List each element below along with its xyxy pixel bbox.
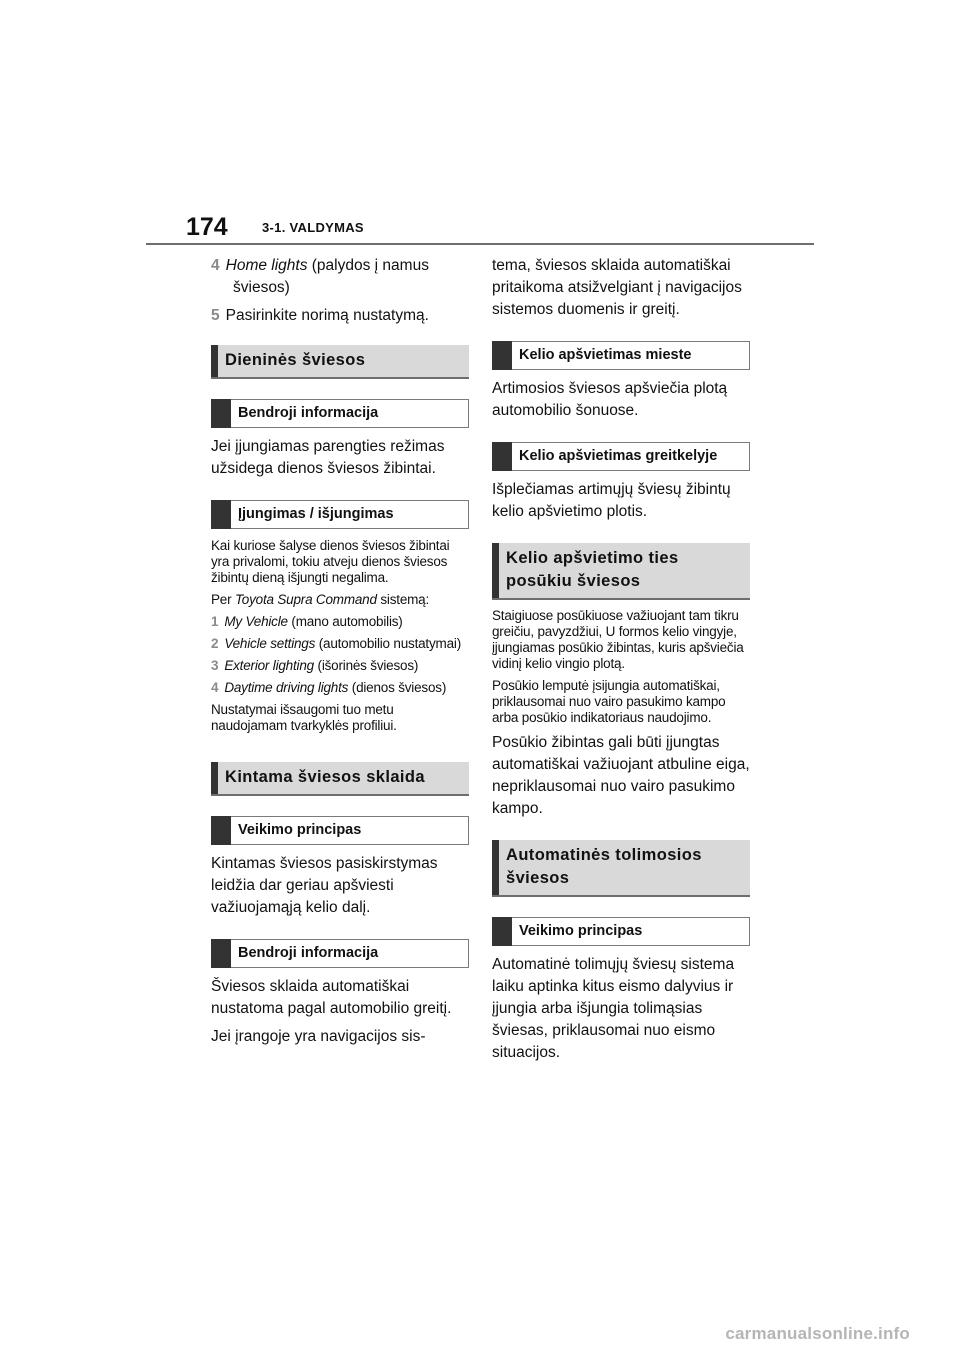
subsection-veikimo-2: Veikimo principas [492,917,750,946]
subsection-veikimo-1: Veikimo principas [211,816,469,845]
paragraph-sviesos: Šviesos sklaida automatiškai nustatoma pagal automobilio greitį. [211,978,452,1017]
paragraph-automatine: Automatinė tolimųjų šviesų sistema laiku aptinka kitus eismo dalyvius ir įjungia arba išjungia tolimąsias šviesas, priklausomai nuo eismo situacijos. [492,956,735,1061]
section-header-dienines: Dieninės šviesos [211,345,469,379]
subsection-bendroji-1: Bendroji informacija [211,399,469,428]
paragraph-posukio-zibintas: Posūkio žibintas gali būti įjungtas automatiškai važiuojant atbuline eiga, nepriklausomai nuo vairo pasukimo kampo. [492,734,750,817]
section-header-automatines: Automatinės tolimosios šviesos [492,840,750,897]
paragraph-artimosios: Artimosios šviesos apšviečia plotą automobilio šonuose. [492,380,728,419]
paragraph-isplecimas: Išplečiamas artimųjų šviesų žibintų kelio apšvietimo plotis. [492,481,731,520]
list-item-3: 3 Exterior lighting (išorinės šviesos) [211,658,419,673]
left-column [211,255,469,1054]
note-posukio: Posūkio lemputė įsijungia automatiškai, priklausomai nuo vairo pasukimo kampo arba posūkio indikatoriaus naudojimo. [492,678,726,725]
paragraph-jei-irangoje: Jei įrangoje yra navigacijos sis- [211,1028,426,1045]
subsection-bendroji-2: Bendroji informacija [211,939,469,968]
right-column [492,255,750,1070]
section-header-posukiu: Kelio apšvietimo ties posūkiu šviesos [492,543,750,600]
list-item-1: 1 My Vehicle (mano automobilis) [211,614,403,629]
paragraph-kintamas: Kintamas šviesos pasiskirstymas leidžia dar geriau apšviesti važiuojamąją kelio dalį. [211,855,438,916]
watermark: carmanualsonline.info [725,1324,910,1343]
note-staigiuose: Staigiuose posūkiuose važiuojant tam tikru greičiu, pavyzdžiui, U formos kelio vingyje, įjungiamas posūkio žibintas, kuris apšviečia vidinį kelio vingio plotą. [492,608,744,671]
section-header-kintama: Kintama šviesos sklaida [211,762,469,796]
subsection-mieste: Kelio apšvietimas mieste [492,341,750,370]
subsection-greitkelyje: Kelio apšvietimas greitkelyje [492,442,750,471]
chapter-title: 3-1. VALDYMAS [262,220,364,235]
note-nustatymai: Nustatymai išsaugomi tuo metu naudojamam tvarkyklės profiliui. [211,702,397,733]
list-item-2: 2 Vehicle settings (automobilio nustatymai) [211,636,461,651]
paragraph-jei: Jei įjungiamas parengties režimas užsidega dienos šviesos žibintai. [211,438,445,477]
page-number: 174 [186,213,228,241]
note-per: Per Toyota Supra Command sistemą: [211,592,430,607]
header-rule [146,243,814,245]
subsection-ijungimas: Įjungimas / išjungimas [211,500,469,529]
note-kai: Kai kuriose šalyse dienos šviesos žibintai yra privalomi, tokiu atveju dienos šviesos žibintų dieną išjungti negalima. [211,538,450,585]
step-4: 4 Home lights (palydos į namus šviesos) [211,257,429,296]
step-5: 5 Pasirinkite norimą nustatymą. [211,307,429,324]
list-item-4: 4 Daytime driving lights (dienos šviesos) [211,680,447,695]
paragraph-tema: tema, šviesos sklaida automatiškai pritaikoma atsižvelgiant į navigacijos sistemos duomenis ir greitį. [492,257,742,318]
